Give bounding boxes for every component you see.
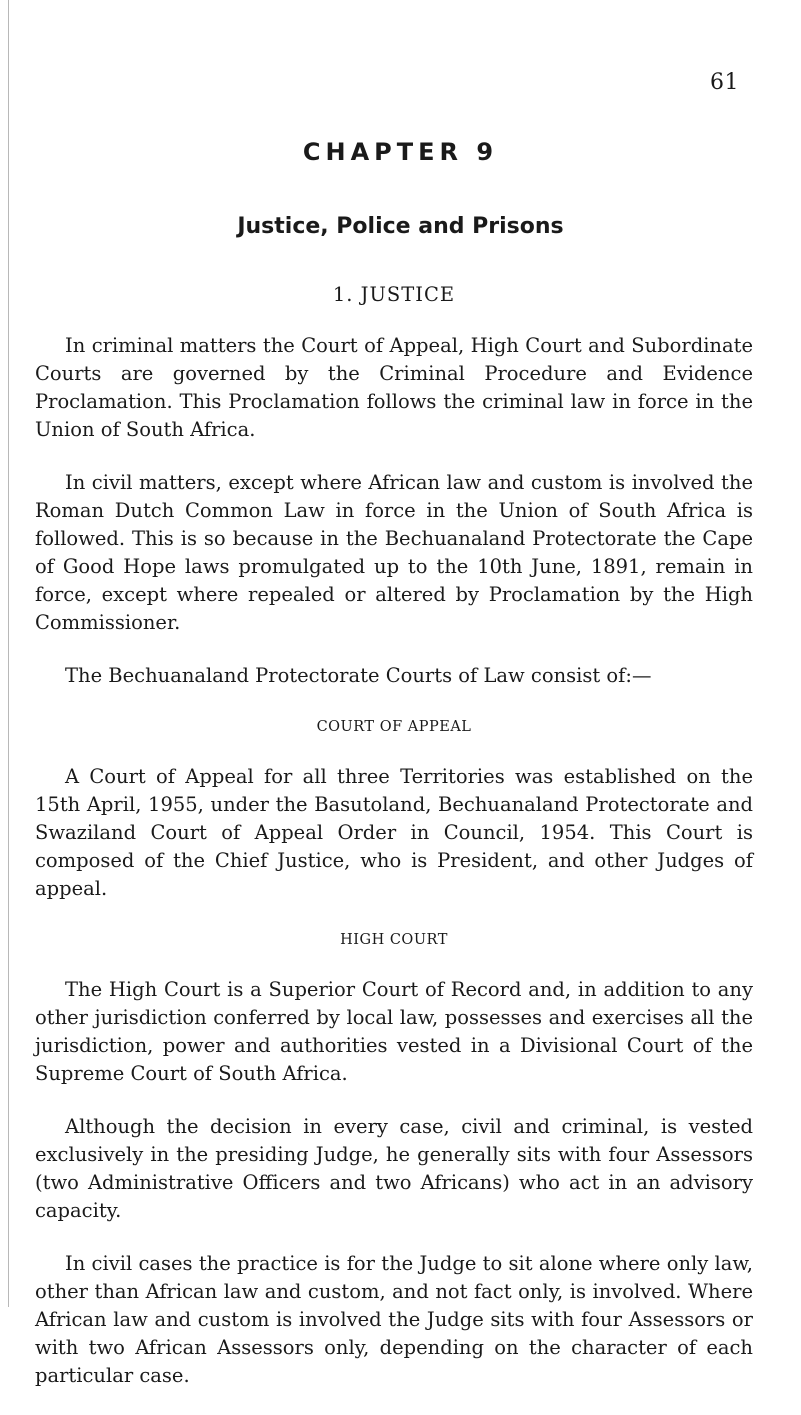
paragraph-high-court-jurisdiction: The High Court is a Superior Court of Record and, in addition to any other jurisdiction conferred by local law, possesses and exercises all the jurisdiction, power and authorities vested in a Divisional Court of the Supreme Court of South Africa. bbox=[35, 978, 753, 1085]
paragraph-criminal-matters: In criminal matters the Court of Appeal, High Court and Subordinate Courts are governed by the Criminal Procedure and Evidence Proclamation. This Proclamation follows the criminal law in force in the Union of South Africa. bbox=[35, 334, 753, 441]
page-body bbox=[35, 280, 753, 1415]
sub-heading-high-court: HIGH COURT bbox=[340, 932, 448, 948]
chapter-title: Justice, Police and Prisons bbox=[237, 214, 564, 239]
section-heading-justice: 1. JUSTICE bbox=[332, 283, 456, 306]
chapter-heading: CHAPTER 9 bbox=[302, 138, 499, 166]
paragraph-high-court-civil-cases: In civil cases the practice is for the Judge to sit alone where only law, other than African law and custom, and not fact only, is involved. Where African law and custom is involved the Judge sits with four Assessors or with two African Assessors only, depending on the character of each particular case. bbox=[35, 1252, 753, 1387]
page-number: 61 bbox=[710, 70, 739, 95]
paragraph-courts-of-law: The Bechuanaland Protectorate Courts of Law consist of:— bbox=[65, 664, 652, 687]
sub-heading-court-of-appeal: COURT OF APPEAL bbox=[316, 719, 472, 735]
paragraph-court-of-appeal: A Court of Appeal for all three Territories was established on the 15th April, 1955, under the Basutoland, Bechuanaland Protectorate and Swaziland Court of Appeal Order in Council, 1954. This Court is composed of the Chief Justice, who is President, and other Judges of appeal. bbox=[35, 765, 753, 900]
scan-edge-line bbox=[8, 0, 9, 1307]
paragraph-high-court-assessors: Although the decision in every case, civil and criminal, is vested exclusively in the presiding Judge, he generally sits with four Assessors (two Administrative Officers and two Africans) who act in an advisory capacity. bbox=[35, 1115, 753, 1222]
paragraph-civil-matters: In civil matters, except where African law and custom is involved the Roman Dutch Common Law in force in the Union of South Africa is followed. This is so because in the Bechuanaland Protectorate the Cape of Good Hope laws promulgated up to the 10th June, 1891, remain in force, except where repealed or altered by Proclamation by the High Commissioner. bbox=[35, 471, 753, 634]
